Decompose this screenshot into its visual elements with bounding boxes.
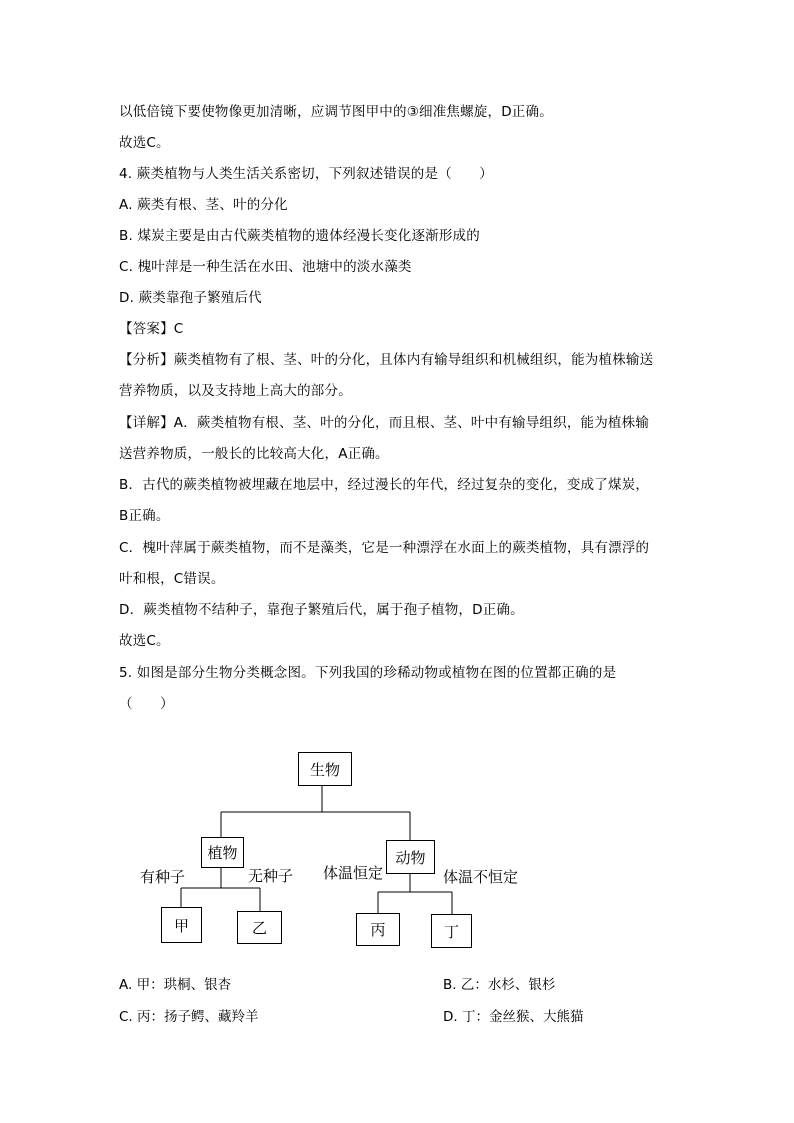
- analysis-line: 【分析】蕨类植物有了根、茎、叶的分化，且体内有输导组织和机械组织，能为植株输送: [119, 352, 654, 368]
- label-with-seed: 有种子: [140, 868, 186, 886]
- detail-line: C．槐叶萍属于蕨类植物，而不是藻类，它是一种漂浮在水面上的蕨类植物，具有漂浮的: [119, 540, 650, 556]
- detail-line: 叶和根，C错误。: [119, 571, 225, 587]
- node-ding: 丁: [431, 914, 472, 948]
- detail-line: B正确。: [119, 508, 170, 524]
- question-4-stem: 4. 蕨类植物与人类生活关系密切，下列叙述错误的是（ ）: [119, 166, 493, 182]
- text-line: 以低倍镜下要使物像更加清晰，应调节图甲中的③细准焦螺旋，D正确。: [119, 104, 553, 120]
- label-warm-blooded: 体温恒定: [323, 864, 384, 882]
- q5-option-d: D. 丁：金丝猴、大熊猫: [443, 1009, 584, 1025]
- analysis-line: 营养物质，以及支持地上高大的部分。: [119, 383, 352, 399]
- detail-line: D．蕨类植物不结种子，靠孢子繁殖后代，属于孢子植物，D正确。: [119, 602, 524, 618]
- node-jia: 甲: [161, 907, 202, 943]
- q4-option-d: D. 蕨类靠孢子繁殖后代: [119, 290, 262, 306]
- node-bing: 丙: [356, 913, 400, 946]
- detail-line: B．古代的蕨类植物被埋藏在地层中，经过漫长的年代，经过复杂的变化，变成了煤炭，: [119, 477, 650, 493]
- detail-line: 【详解】A．蕨类植物有根、茎、叶的分化，而且根、茎、叶中有输导组织，能为植株输: [119, 415, 650, 431]
- label-without-seed: 无种子: [248, 867, 294, 885]
- node-yi: 乙: [237, 911, 282, 944]
- question-5-paren: （ ）: [119, 696, 174, 712]
- text-line: 故选C。: [119, 633, 170, 649]
- question-5-stem: 5. 如图是部分生物分类概念图。下列我国的珍稀动物或植物在图的位置都正确的是: [119, 665, 617, 681]
- node-animals: 动物: [386, 840, 435, 874]
- q4-option-c: C. 槐叶萍是一种生活在水田、池塘中的淡水藻类: [119, 259, 412, 275]
- detail-line: 送营养物质，一般长的比较高大化，A正确。: [119, 446, 389, 462]
- q5-option-b: B. 乙：水杉、银杉: [443, 977, 556, 993]
- q4-option-b: B. 煤炭主要是由古代蕨类植物的遗体经漫长变化逐渐形成的: [119, 228, 480, 244]
- text-line: 故选C。: [119, 135, 170, 151]
- q5-option-c: C. 丙：扬子鳄、藏羚羊: [119, 1009, 259, 1025]
- label-cold-blooded: 体温不恒定: [443, 868, 519, 886]
- node-plants: 植物: [201, 837, 244, 868]
- q5-option-a: A. 甲：珙桐、银杏: [119, 977, 232, 993]
- node-organisms: 生物: [298, 752, 352, 786]
- q4-option-a: A. 蕨类有根、茎、叶的分化: [119, 197, 288, 213]
- answer-line: 【答案】C: [119, 321, 184, 337]
